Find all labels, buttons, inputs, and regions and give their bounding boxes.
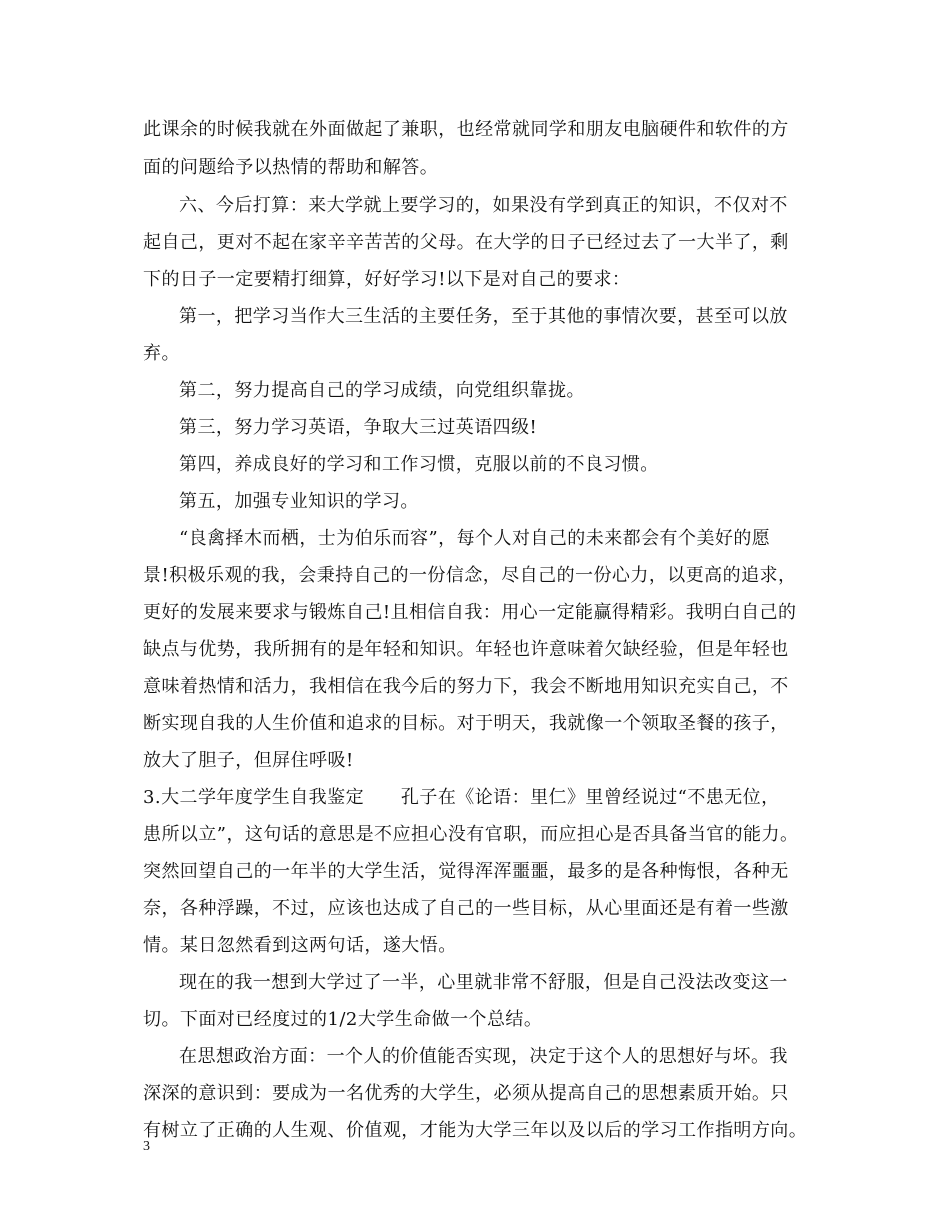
text-line: 六、今后打算：来大学就上要学习的，如果没有学到真正的知识，不仅对不 bbox=[179, 195, 788, 216]
text-line: 更好的发展来要求与锻炼自己!且相信自我：用心一定能赢得精彩。我明白自己的 bbox=[143, 602, 797, 623]
text-line: 在思想政治方面：一个人的价值能否实现，决定于这个人的思想好与坏。我 bbox=[179, 1046, 788, 1067]
text-line: 有树立了正确的人生观、价值观，才能为大学三年以及以后的学习工作指明方向。 bbox=[143, 1120, 808, 1141]
section-heading-line: 3.大二学年度学生自我鉴定 孔子在《论语：里仁》里曾经说过“不患无位， bbox=[143, 787, 780, 808]
text-line: 现在的我一想到大学过了一半，心里就非常不舒服，但是自己没法改变这一 bbox=[179, 972, 788, 993]
text-line: 第五，加强专业知识的学习。 bbox=[179, 491, 419, 512]
text-line: 第二，努力提高自己的学习成绩，向党组织靠拢。 bbox=[179, 380, 585, 401]
text-line: 意味着热情和活力，我相信在我今后的努力下，我会不断地用知识充实自己，不 bbox=[143, 676, 789, 697]
text-line: 深深的意识到：要成为一名优秀的大学生，必须从提高自己的思想素质开始。只 bbox=[143, 1083, 789, 1104]
text-line: 断实现自我的人生价值和追求的目标。对于明天，我就像一个领取圣餐的孩子， bbox=[143, 713, 789, 734]
text-line: “良禽择木而栖，士为伯乐而容”，每个人对自己的未来都会有个美好的愿 bbox=[179, 528, 771, 549]
text-line: 患所以立”，这句话的意思是不应担心没有官职，而应担心是否具备当官的能力。 bbox=[143, 824, 799, 845]
text-line: 突然回望自己的一年半的大学生活，觉得浑浑噩噩，最多的是各种悔恨，各种无 bbox=[143, 861, 789, 882]
text-line: 面的问题给予以热情的帮助和解答。 bbox=[143, 157, 439, 178]
text-line: 此课余的时候我就在外面做起了兼职，也经常就同学和朋友电脑硬件和软件的方 bbox=[143, 119, 789, 140]
text-line: 弃。 bbox=[143, 343, 180, 364]
text-line: 第三，努力学习英语，争取大三过英语四级! bbox=[179, 417, 538, 438]
text-line: 奈，各种浮躁，不过，应该也达成了自己的一些目标，从心里面还是有着一些激 bbox=[143, 898, 789, 919]
text-line: 情。某日忽然看到这两句话，遂大悟。 bbox=[143, 935, 457, 956]
text-line: 下的日子一定要精打细算，好好学习!以下是对自己的要求： bbox=[143, 269, 631, 290]
text-line: 景!积极乐观的我，会秉持自己的一份信念，尽自己的一份心力，以更高的追求， bbox=[143, 565, 797, 586]
text-line: 切。下面对已经度过的1/2大学生命做一个总结。 bbox=[143, 1009, 543, 1030]
text-line: 放大了胆子，但屏住呼吸! bbox=[143, 750, 354, 771]
text-line: 第一，把学习当作大三生活的主要任务，至于其他的事情次要，甚至可以放 bbox=[179, 306, 788, 327]
text-line: 第四，养成良好的学习和工作习惯，克服以前的不良习惯。 bbox=[179, 454, 659, 475]
text-line: 起自己，更对不起在家辛辛苦苦的父母。在大学的日子已经过去了一大半了，剩 bbox=[143, 232, 789, 253]
page-number: 3 bbox=[143, 1139, 150, 1154]
text-line: 缺点与优势，我所拥有的是年轻和知识。年轻也许意味着欠缺经验，但是年轻也 bbox=[143, 639, 789, 660]
